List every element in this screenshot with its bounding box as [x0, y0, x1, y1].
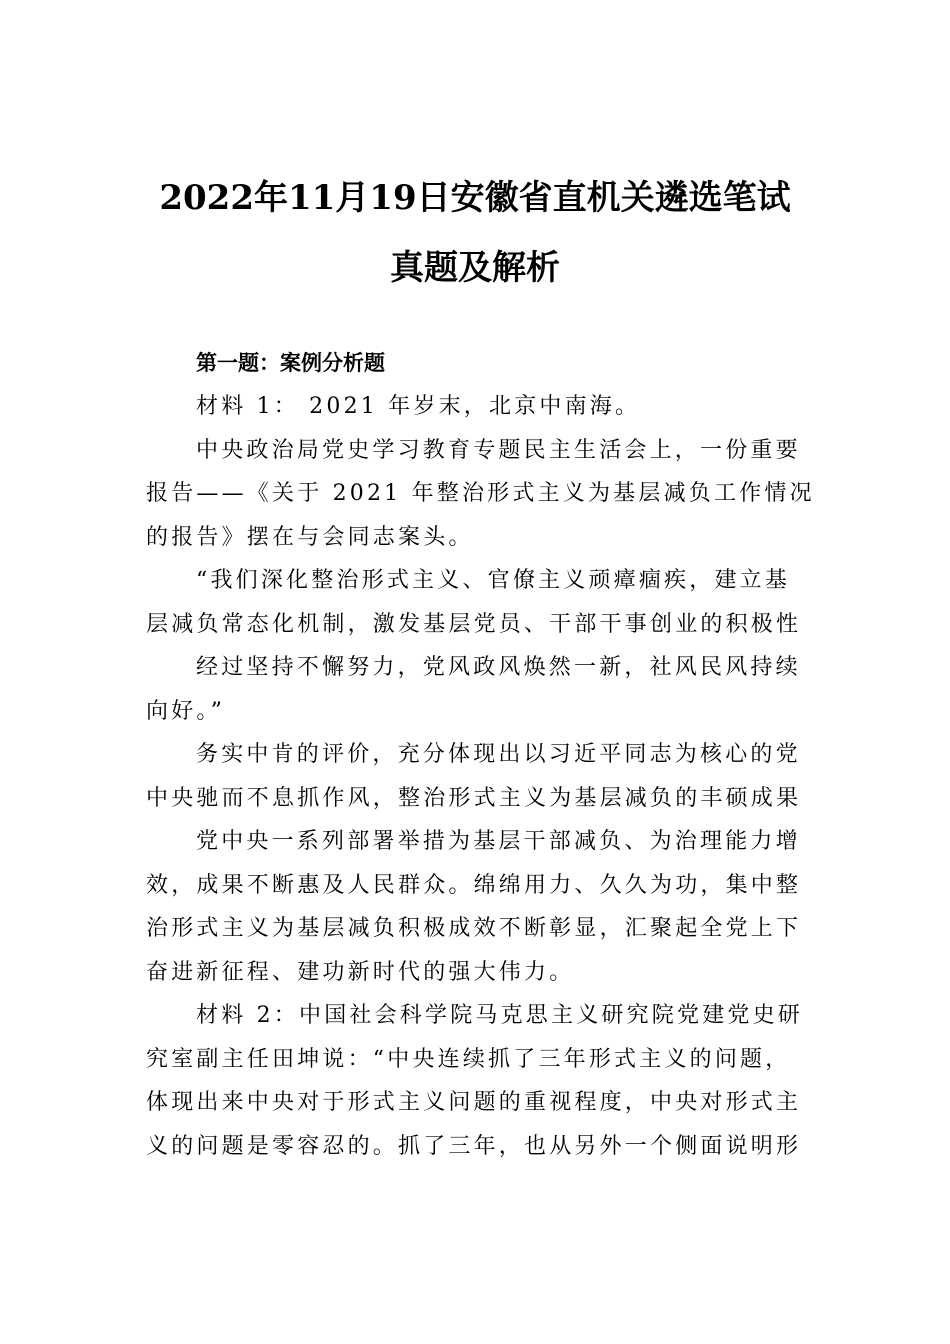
body-text-line: 党中央一系列部署举措为基层干部减负、为治理能力增	[196, 829, 801, 854]
body-text-line: 治形式主义为基层减负积极成效不断彰显，汇聚起全党上下	[146, 916, 802, 941]
document-title-line-2: 真题及解析	[390, 248, 560, 288]
body-text-line: 向好。”	[146, 699, 226, 724]
body-text-line: 效，成果不断惠及人民群众。绵绵用力、久久为功，集中整	[146, 873, 802, 898]
body-text-line: 的报告》摆在与会同志案头。	[146, 525, 474, 550]
body-text-line: 奋进新征程、建功新时代的强大伟力。	[146, 960, 575, 985]
body-text-line: 中央驰而不息抓作风，整治形式主义为基层减负的丰硕成果	[146, 786, 802, 811]
document-title-line-1: 2022年11月19日安徽省直机关遴选笔试	[159, 178, 791, 218]
body-text-line: 报告——《关于 2021 年整治形式主义为基层减负工作情况	[146, 481, 815, 506]
body-text-line: 务实中肯的评价，充分体现出以习近平同志为核心的党	[196, 742, 801, 767]
body-text-line: 层减负常态化机制，激发基层党员、干部干事创业的积极性	[146, 612, 802, 637]
body-text-line: 究室副主任田坤说：“中央连续抓了三年形式主义的问题，	[146, 1047, 791, 1072]
body-text-line: 材料 2：中国社会科学院马克思主义研究院党建党史研	[196, 1003, 803, 1028]
body-text-line: 体现出来中央对于形式主义问题的重视程度，中央对形式主	[146, 1090, 802, 1115]
section-heading: 第一题：案例分析题	[196, 351, 385, 375]
body-text-line: 义的问题是零容忍的。抓了三年，也从另外一个侧面说明形	[146, 1134, 802, 1159]
body-text-line: 中央政治局党史学习教育专题民主生活会上，一份重要	[196, 438, 801, 463]
body-text-line: “我们深化整治形式主义、官僚主义顽瘴痼疾，建立基	[196, 568, 791, 593]
body-text-line: 材料 1： 2021 年岁末，北京中南海。	[196, 394, 641, 419]
body-text-line: 经过坚持不懈努力，党风政风焕然一新，社风民风持续	[196, 655, 801, 680]
